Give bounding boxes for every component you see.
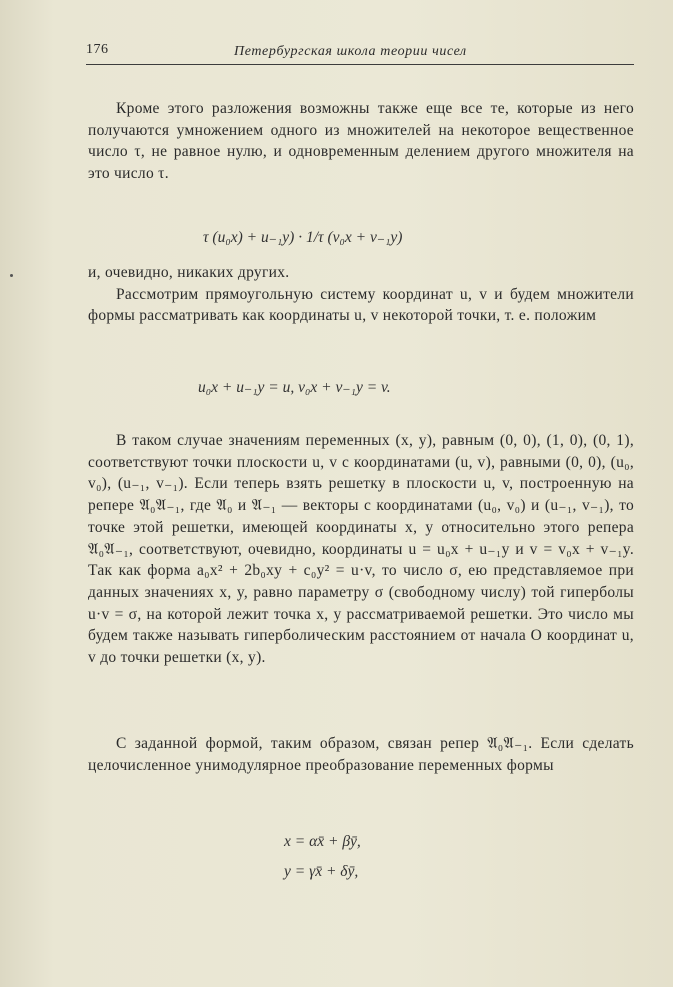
page-header xyxy=(86,42,634,64)
formula-factorization: τ (u₀x) + u₋₁y) · 1/τ (v₀x + v₋₁y) xyxy=(203,229,403,246)
print-speck xyxy=(10,274,13,277)
paragraph-4 xyxy=(88,733,634,776)
paragraph-2 xyxy=(88,262,634,327)
page-number: 176 xyxy=(86,42,109,57)
formula-coordinates: u₀x + u₋₁y = u, v₀x + v₋₁y = v. xyxy=(198,379,391,396)
paragraph-4-text: С заданной формой, таким образом, связан репер 𝔄₀𝔄₋₁. Если сделать целочисленное унимодулярное преобразование переменных формы xyxy=(88,735,634,774)
paragraph-1 xyxy=(88,98,634,185)
paragraph-2b-text: Рассмотрим прямоугольную систему координат u, v и будем множители формы рассматривать как координаты u, v некоторой точки, т. е. положим xyxy=(88,285,634,325)
formula-transform-x: x = αx̄ + βȳ, xyxy=(284,833,361,850)
paragraph-3-text: В таком случае значениям переменных (x, y), равным (0, 0), (1, 0), (0, 1), соответствуют точки плоскости u, v с координатами (u, v), равными (0, 0), (u₀, v₀), (u₋₁, v₋₁). Если теперь взять решетку в плоскости u, v, построенную на репере 𝔄₀𝔄₋₁, где 𝔄₀ и 𝔄₋₁ — векторы с координатами (u₀, v₀) и (u₋₁, v₋₁), то точке этой решетки, имеющей координаты x, y относительно этого репера 𝔄₀𝔄₋₁, соответствуют, очевидно, координаты u = u₀x + u₋₁y и v = v₀x + v₋₁y. Так как форма a₀x² + 2b₀xy + c₀y² = u·v, то число σ, ею представляемое при данных значениях x, y, равно параметру σ (свободному числу) той гиперболы u·v = σ, на которой лежит точка x, y рассматриваемой решетки. Это число мы будем также называть гиперболическим расстоянием от начала O координат u, v до точки решетки (x, y). xyxy=(88,432,634,667)
formula-transform-y: y = γx̄ + δȳ, xyxy=(284,863,359,880)
paragraph-1-text: Кроме этого разложения возможны также еще все те, которые из него получаются умножением одного из множителей на некоторое вещественное число τ, не равное нулю, и одновременным делением другого множителя на это число τ. xyxy=(88,100,634,183)
paragraph-3 xyxy=(88,430,634,669)
paragraph-2a-text: и, очевидно, никаких других. xyxy=(88,264,290,281)
header-rule xyxy=(86,64,634,65)
running-title: Петербургская школа теории чисел xyxy=(234,44,467,59)
